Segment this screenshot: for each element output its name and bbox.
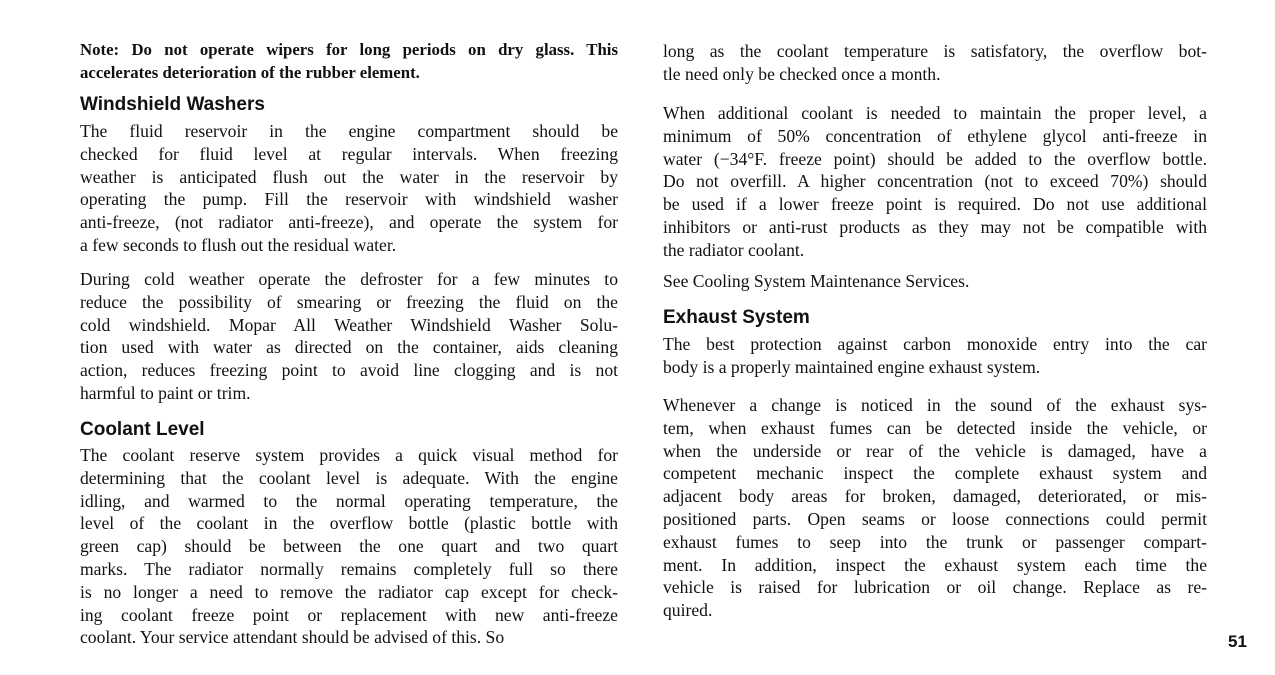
text-line: the radiator coolant. — [663, 239, 805, 260]
text-line: when the underside or rear of the vehicle is damaged, have a — [663, 440, 1207, 461]
exhaust-paragraph-2 — [663, 394, 1207, 622]
coolant-paragraph-2 — [663, 102, 1207, 262]
text-line: vehicle is raised for lubrication or oil change. Replace as re- — [663, 577, 1207, 598]
text-line: The coolant reserve system provides a quick visual method for — [80, 445, 618, 465]
text-line: coolant. Your service attendant should be advised of this. So — [80, 627, 505, 648]
text-line: harmful to paint or trim. — [80, 382, 251, 403]
text-line: idling, and warmed to the normal operating temperature, the — [80, 490, 618, 511]
text-line: determining that the coolant level is adequate. With the engine — [80, 467, 618, 488]
text-line: The fluid reservoir in the engine compartment should be — [80, 121, 618, 141]
text-line: is no longer a need to remove the radiator cap except for check- — [80, 581, 618, 602]
text-line: positioned parts. Open seams or loose connections could permit — [663, 508, 1207, 529]
text-line: When additional coolant is needed to maintain the proper level, a — [663, 103, 1207, 123]
text-line: exhaust fumes to seep into the trunk or passenger compart- — [663, 531, 1207, 552]
text-line: See Cooling System Maintenance Services. — [663, 271, 970, 291]
text-line: level of the coolant in the overflow bottle (plastic bottle with — [80, 513, 618, 534]
windshield-paragraph-1 — [80, 120, 618, 257]
text-line: competent mechanic inspect the complete exhaust system and — [663, 463, 1207, 484]
heading-coolant-level: Coolant Level — [80, 419, 205, 440]
text-line: tem, when exhaust fumes can be detected inside the vehicle, or — [663, 417, 1207, 438]
heading-exhaust-system: Exhaust System — [663, 307, 810, 328]
exhaust-paragraph-1 — [663, 333, 1207, 379]
page-number: 51 — [1228, 632, 1247, 651]
text-line: be used if a lower freeze point is required. Do not use additional — [663, 194, 1207, 215]
note-paragraph — [80, 39, 618, 85]
text-line: quired. — [663, 600, 713, 621]
text-line: adjacent body areas for broken, damaged, deteriorated, or mis- — [663, 486, 1207, 507]
text-line: long as the coolant temperature is satisfatory, the overflow bot- — [663, 41, 1207, 61]
text-line: anti-freeze, (not radiator anti-freeze), and operate the system for — [80, 212, 618, 233]
see-also-text — [663, 270, 1207, 293]
text-line: action, reduces freezing point to avoid line clogging and is not — [80, 360, 618, 381]
windshield-paragraph-2 — [80, 268, 618, 405]
coolant-paragraph-1 — [80, 444, 618, 649]
text-line: The best protection against carbon monoxide entry into the car — [663, 334, 1207, 354]
text-line: Whenever a change is noticed in the sound of the exhaust sys- — [663, 395, 1207, 415]
text-line: a few seconds to flush out the residual water. — [80, 234, 397, 255]
text-line: body is a properly maintained engine exhaust system. — [663, 356, 1041, 377]
text-line: water (−34°F. freeze point) should be added to the overflow bottle. — [663, 148, 1207, 169]
text-line: reduce the possibility of smearing or freezing the fluid on the — [80, 291, 618, 312]
text-line: Note: Do not operate wipers for long periods on dry glass. This — [80, 40, 618, 59]
text-line: tle need only be checked once a month. — [663, 63, 941, 84]
text-line: operating the pump. Fill the reservoir with windshield washer — [80, 189, 618, 210]
text-line: During cold weather operate the defroster for a few minutes to — [80, 269, 618, 289]
text-line: ment. In addition, inspect the exhaust system each time the — [663, 554, 1207, 575]
text-line: weather is anticipated flush out the water in the reservoir by — [80, 166, 618, 187]
text-line: tion used with water as directed on the container, aids cleaning — [80, 337, 618, 358]
text-line: accelerates deterioration of the rubber element. — [80, 62, 420, 82]
text-line: minimum of 50% concentration of ethylene glycol anti-freeze in — [663, 125, 1207, 146]
text-line: checked for fluid level at regular intervals. When freezing — [80, 143, 618, 164]
coolant-paragraph-continued — [663, 40, 1207, 86]
heading-windshield-washers: Windshield Washers — [80, 94, 265, 115]
text-line: ing coolant freeze point or replacement with new anti-freeze — [80, 604, 618, 625]
text-line: green cap) should be between the one quart and two quart — [80, 536, 618, 557]
text-line: marks. The radiator normally remains completely full so there — [80, 558, 618, 579]
text-line: Do not overfill. A higher concentration (not to exceed 70%) should — [663, 171, 1207, 192]
text-line: inhibitors or anti-rust products as they may not be compatible with — [663, 216, 1207, 237]
text-line: cold windshield. Mopar All Weather Windshield Washer Solu- — [80, 314, 618, 335]
